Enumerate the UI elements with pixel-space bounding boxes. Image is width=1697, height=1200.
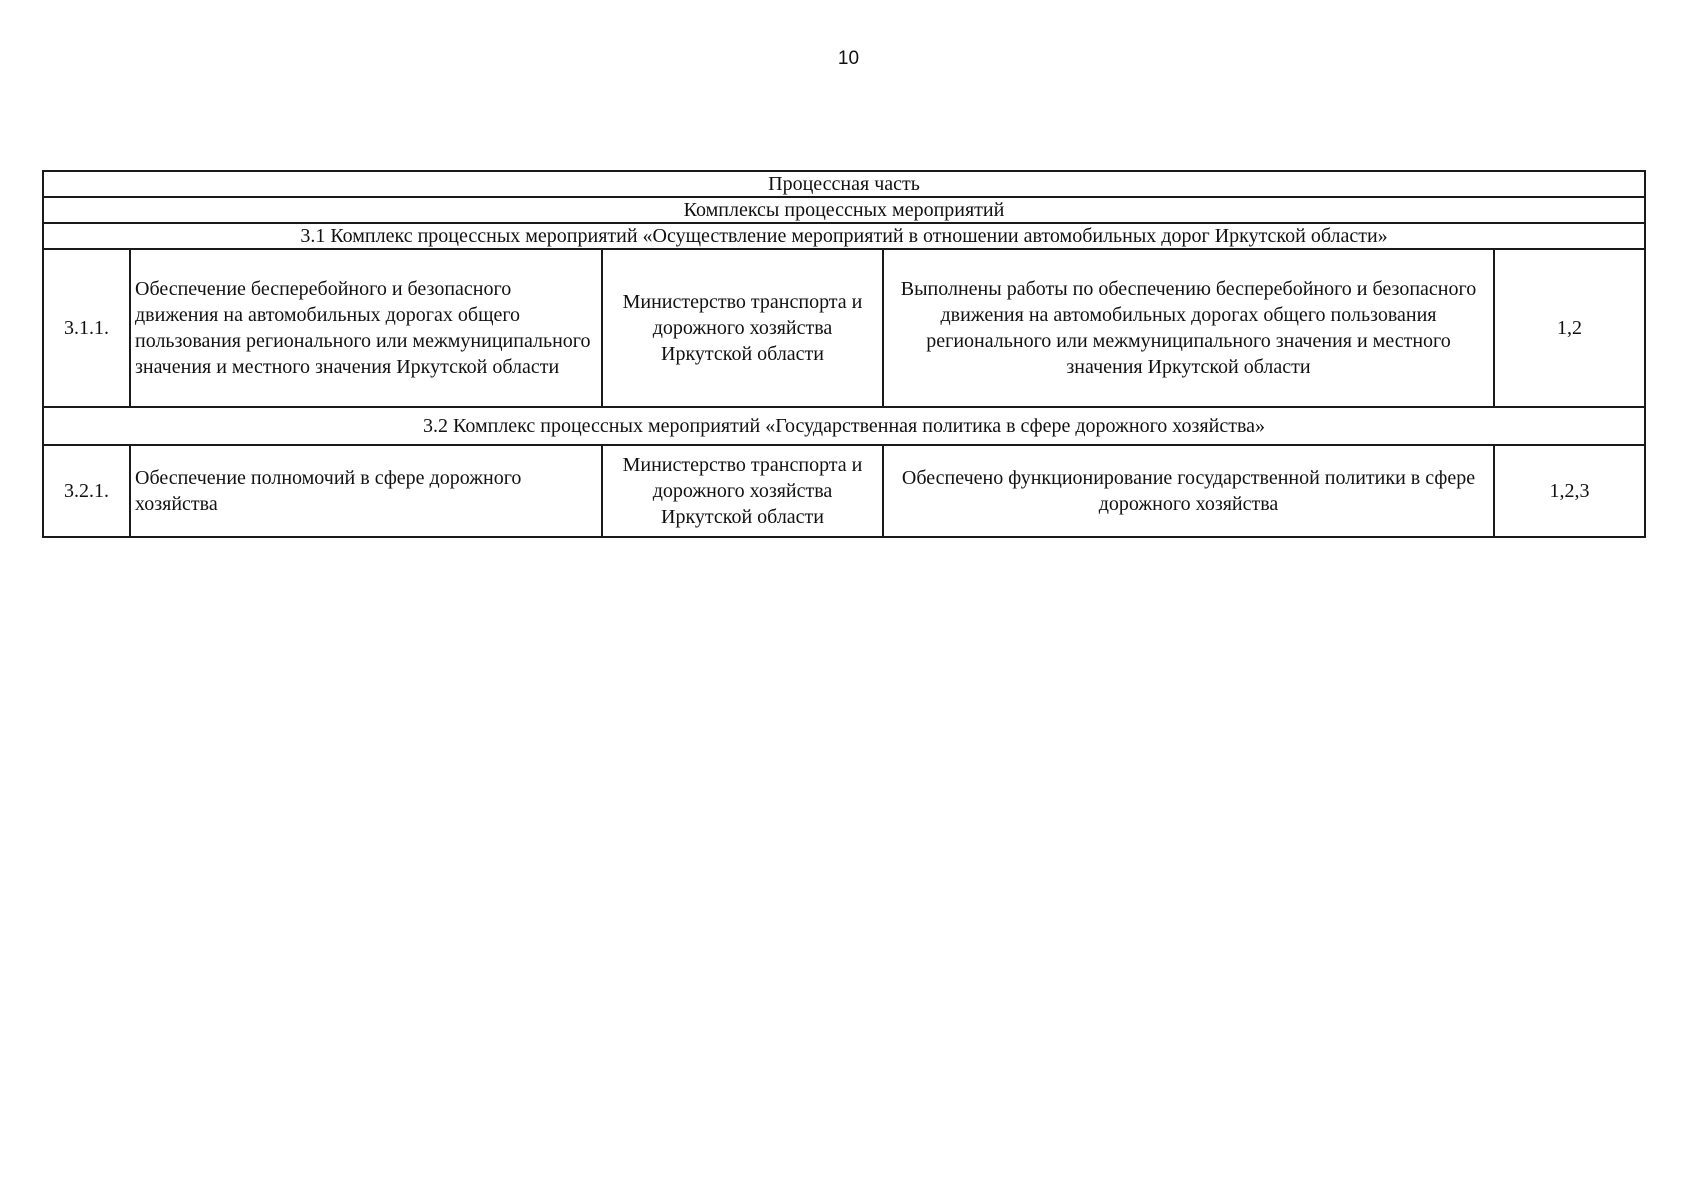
section-heading-process-complexes: Комплексы процессных мероприятий (43, 197, 1645, 223)
page-number: 10 (837, 48, 860, 69)
table-row (43, 445, 1645, 537)
process-part-table (42, 170, 1646, 538)
table-row (43, 249, 1645, 407)
table-header-row (43, 171, 1645, 197)
complex-title: 3.1 Комплекс процессных мероприятий «Осуществление мероприятий в отношении автомобильных дорог Иркутской области» (43, 223, 1645, 249)
item-number: 3.1.1. (43, 249, 130, 407)
item-result: Выполнены работы по обеспечению бесперебойного и безопасного движения на автомобильных дорогах общего пользования регионального или межмуниципального значения и местного значения Иркутской области (883, 249, 1494, 407)
table-header-row (43, 197, 1645, 223)
item-indicators: 1,2,3 (1494, 445, 1645, 537)
item-indicators: 1,2 (1494, 249, 1645, 407)
item-task: Обеспечение бесперебойного и безопасного движения на автомобильных дорогах общего пользования регионального или межмуниципального значения и местного значения Иркутской области (130, 249, 602, 407)
section-heading-process-part: Процессная часть (43, 171, 1645, 197)
complex-title-row (43, 223, 1645, 249)
complex-title: 3.2 Комплекс процессных мероприятий «Государственная политика в сфере дорожного хозяйства» (43, 407, 1645, 445)
item-responsible: Министерство транспорта и дорожного хозяйства Иркутской области (602, 445, 883, 537)
item-number: 3.2.1. (43, 445, 130, 537)
complex-title-row (43, 407, 1645, 445)
item-result: Обеспечено функционирование государственной политики в сфере дорожного хозяйства (883, 445, 1494, 537)
item-task: Обеспечение полномочий в сфере дорожного хозяйства (130, 445, 602, 537)
item-responsible: Министерство транспорта и дорожного хозяйства Иркутской области (602, 249, 883, 407)
